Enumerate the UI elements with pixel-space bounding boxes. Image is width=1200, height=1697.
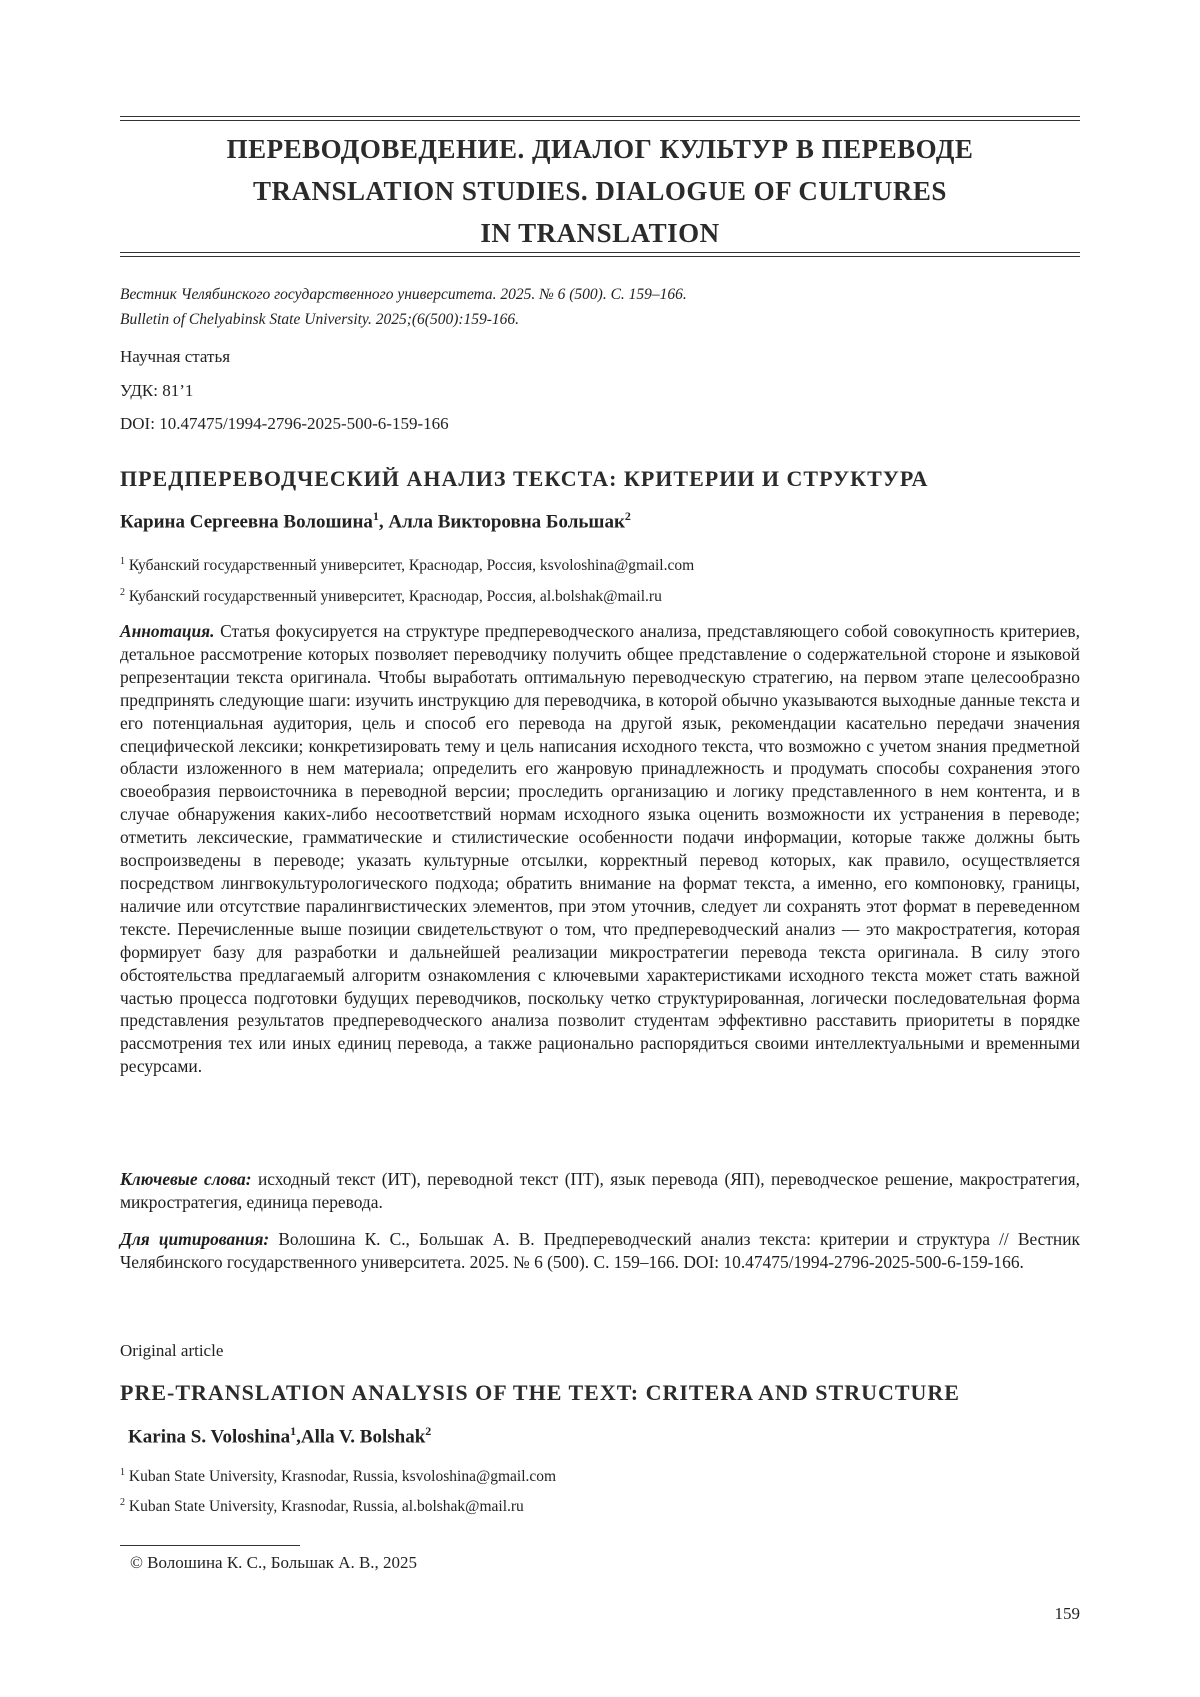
author-affiliation-mark: 1 [290,1424,297,1438]
authors-ru [120,509,631,533]
author-name: Карина Сергеевна Волошина [120,511,373,533]
section-heading-en-line2: IN TRANSLATION [480,218,720,248]
author-affiliation-mark: 2 [624,509,631,523]
article-title-ru: ПРЕДПЕРЕВОДЧЕСКИЙ АНАЛИЗ ТЕКСТА: КРИТЕРИИ И СТРУКТУРА [120,466,929,491]
affiliation-mark: 2 [120,1497,125,1508]
header-top-rule [120,116,1080,121]
author-name: Alla V. Bolshak [300,1426,426,1448]
article-type-ru: Научная статья [120,347,231,366]
author-separator: , [378,511,389,533]
journal-reference [120,282,687,332]
section-heading [120,128,1080,254]
affiliation-text: Кубанский государственный университет, Краснодар, Россия, al.bolshak@mail.ru [128,588,662,606]
section-heading-ru: ПЕРЕВОДОВЕДЕНИЕ. ДИАЛОГ КУЛЬТУР В ПЕРЕВОДЕ [226,134,974,164]
citation-text: Волошина К. С., Большак А. В. Предпереводческий анализ текста: критерии и структура // Вестник Челябинского государственного университета. 2025. № 6 (500). С. 159–166. DOI: 10.47475/1994-2796-2025-500-6-159-166. [120,1229,1080,1272]
affiliation-en-1 [120,1467,556,1486]
affiliation-text: Kuban State University, Krasnodar, Russia, ksvoloshina@gmail.com [128,1468,557,1486]
journal-page [120,0,1080,1697]
affiliation-ru-1 [120,556,694,575]
affiliation-mark: 2 [120,587,125,598]
author-affiliation-mark: 2 [425,1424,432,1438]
author-affiliation-mark: 1 [372,509,379,523]
author-name: Karina S. Voloshina [128,1426,291,1448]
section-heading-en-line1: TRANSLATION STUDIES. DIALOGUE OF CULTURES [253,176,947,206]
page-number: 159 [1054,1604,1080,1623]
citation [120,1228,1080,1274]
footnote-rule [120,1545,300,1546]
copyright-note: © Волошина К. С., Большак А. В., 2025 [130,1553,418,1572]
affiliation-text: Kuban State University, Krasnodar, Russia, al.bolshak@mail.ru [128,1498,524,1516]
affiliation-mark: 1 [120,1467,125,1478]
affiliation-en-2 [120,1497,524,1516]
udc-code: УДК: 81’1 [120,381,194,400]
article-type-en: Original article [120,1341,224,1360]
affiliation-mark: 1 [120,556,125,567]
abstract-text: Статья фокусируется на структуре предпереводческого анализа, представляющего собой совокупность критериев, детальное рассмотрение которых позволяет переводчику получить общее представление о содержательной стороне и языковой репрезентации текста оригинала. Чтобы выработать оптимальную переводческую стратегию, на первом этапе целесообразно предпринять следующие шаги: изучить инструкцию для переводчика, в которой обычно указываются выходные данные текста и его потенциальная аудитория, цель и способ его перевода на другой язык, рекомендации касательно передачи значения специфической лексики; конкретизировать тему и цель написания исходного текста, что возможно с учетом знания предметной области изложенного в нем материала; определить его жанровую принадлежность и продумать способы сохранения этого своеобразия первоисточника в переводной версии; проследить организацию и логику представленного в нем контента, и в случае обнаружения каких-либо несоответствий нормам исходного языка оценить возможности их устранения в переводе; отметить лексические, грамматические и стилистические особенности подачи информации, которые также должны быть воспроизведены в переводе; указать культурные отсылки, корректный перевод которых, как правило, осуществляется посредством лингвокультурологического подхода; обратить внимание на формат текста, а именно, его компоновку, границы, наличие или отсутствие паралингвистических элементов, при этом уточнив, следует ли сохранять этот формат в переведенном тексте. Перечисленные выше позиции свидетельствуют о том, что предпереводческий анализ — это макростратегия, которая формирует базу для разработки и дальнейшей реализации микростратегии перевода текста оригинала. В силу этого обстоятельства предлагаемый алгоритм ознакомления с ключевыми характеристиками исходного текста может стать важной частью процесса подготовки будущих переводчиков, поскольку четко структурированная, логически последовательная форма представления результатов предпереводческого анализа позволит студентам эффективно расставить приоритеты в порядке рассмотрения тех или иных единиц перевода, а также рационально распорядиться своими интеллектуальными и временными ресурсами. [120,621,1080,1077]
abstract [120,620,1080,1078]
author-name: Алла Викторовна Большак [388,511,625,533]
journal-reference-ru: Вестник Челябинского государственного университета. 2025. № 6 (500). С. 159–166. [120,286,687,303]
keywords-text: исходный текст (ИТ), переводной текст (ПТ), язык перевода (ЯП), переводческое решение, макростратегия, микростратегия, единица перевода. [120,1169,1080,1212]
header-bottom-rule [120,252,1080,257]
article-title-en: PRE-TRANSLATION ANALYSIS OF THE TEXT: CRITERA AND STRUCTURE [120,1380,960,1405]
affiliation-ru-2 [120,587,662,606]
author-separator: , [296,1426,301,1448]
affiliation-text: Кубанский государственный университет, Краснодар, Россия, ksvoloshina@gmail.com [128,557,695,575]
citation-label: Для цитирования: [120,1229,270,1249]
abstract-label: Аннотация. [120,621,215,641]
keywords [120,1168,1080,1214]
doi: DOI: 10.47475/1994-2796-2025-500-6-159-166 [120,414,449,433]
authors-en [128,1424,431,1448]
keywords-label: Ключевые слова: [120,1169,252,1189]
journal-reference-en: Bulletin of Chelyabinsk State University. 2025;(6(500):159-166. [120,311,520,328]
